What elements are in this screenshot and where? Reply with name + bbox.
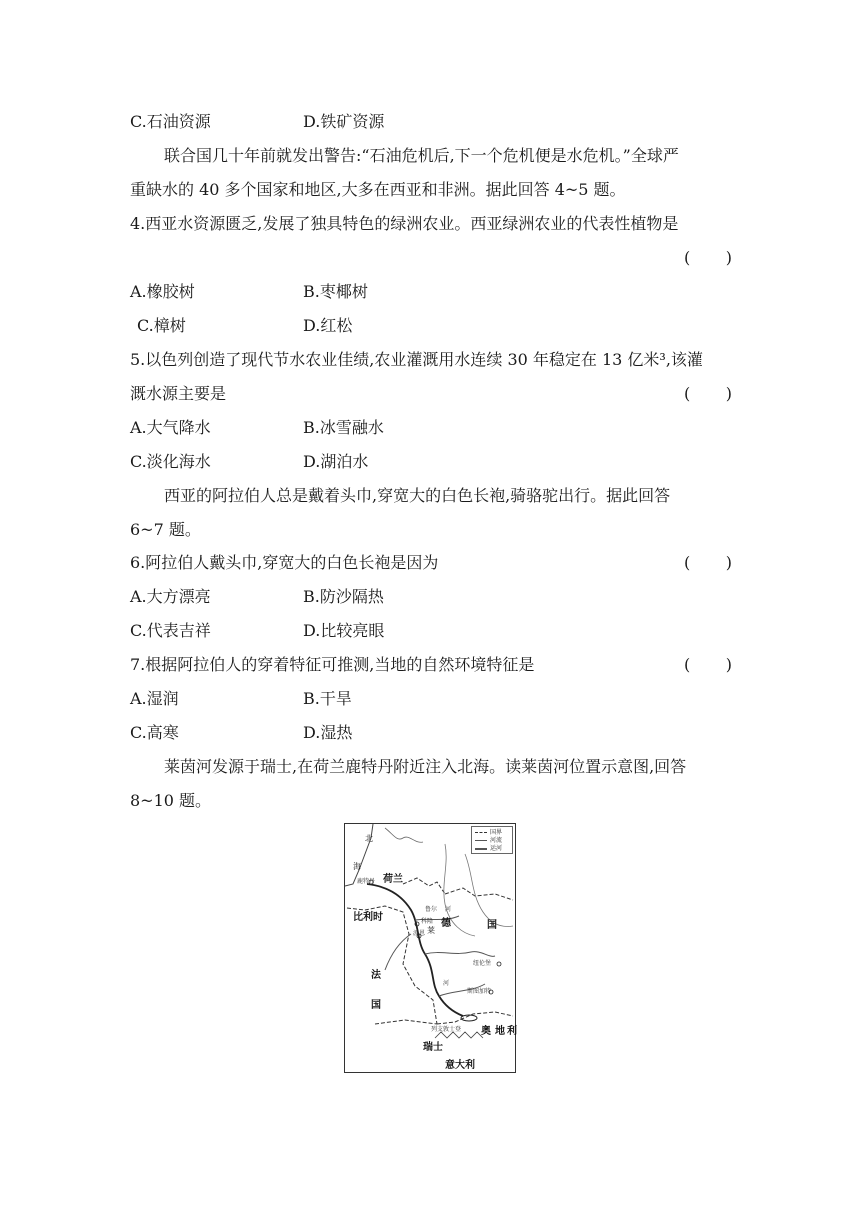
- passage-3-line-2: 8~10 题。: [130, 791, 212, 810]
- paren-right: ): [725, 553, 732, 572]
- map-label-netherlands: 荷兰: [383, 874, 403, 885]
- q6-option-b: B.防沙隔热: [303, 587, 384, 606]
- q5-option-b: B.冰雪融水: [303, 418, 384, 437]
- q7-option-a: A.湿润: [130, 689, 179, 708]
- passage-2-line-1: 西亚的阿拉伯人总是戴着头巾,穿宽大的白色长袍,骑骆驼出行。据此回答: [164, 486, 671, 505]
- legend-row-border: [475, 829, 511, 836]
- paren-left: (: [684, 384, 691, 403]
- q3-option-c: C.石油资源: [130, 112, 211, 131]
- map-label-fa: 法: [371, 970, 381, 981]
- map-label-belgium: 比利时: [353, 912, 383, 923]
- map-label-li: 利: [507, 1026, 517, 1037]
- map-label-italy: 意大利: [445, 1060, 475, 1071]
- map-label-ao: 奥: [481, 1026, 491, 1037]
- q7-option-b: B.干旱: [303, 689, 352, 708]
- legend-row-canal: [475, 845, 511, 852]
- q7-stem: 7.根据阿拉伯人的穿着特征可推测,当地的自然环境特征是: [130, 655, 535, 674]
- passage-1-line-2: 重缺水的 40 多个国家和地区,大多在西亚和非洲。据此回答 4~5 题。: [130, 180, 626, 199]
- map-label-nuremberg: 纽伦堡: [473, 960, 492, 967]
- q4-option-d: D.红松: [303, 316, 353, 335]
- q7-option-c: C.高寒: [130, 723, 179, 742]
- map-label-bonn: 波恩: [413, 930, 426, 937]
- paren-right: ): [725, 384, 732, 403]
- passage-3-line-1: 莱茵河发源于瑞士,在荷兰鹿特丹附近注入北海。读莱茵河位置示意图,回答: [164, 757, 687, 776]
- map-label-hai: 海: [353, 862, 361, 871]
- q6-stem: 6.阿拉伯人戴头巾,穿宽大的白色长袍是因为: [130, 553, 439, 572]
- passage-1-line-1: 联合国几十年前就发出警告:“石油危机后,下一个危机便是水危机。”全球严: [164, 146, 679, 165]
- paren-left: (: [684, 553, 691, 572]
- legend-label: 国界: [490, 829, 503, 836]
- legend-row-river: [475, 837, 511, 844]
- map-label-de: 德: [441, 918, 451, 929]
- map-label-switzerland: 瑞士: [423, 1042, 443, 1053]
- map-label-fa-guo: 国: [371, 1000, 381, 1011]
- q5-stem-line-2: 溉水源主要是: [130, 384, 227, 403]
- q5-stem-line-1: 5.以色列创造了现代节水农业佳绩,农业灌溉用水连续 30 年稳定在 13 亿米³,该灌: [130, 350, 703, 369]
- q6-option-a: A.大方漂亮: [130, 587, 211, 606]
- legend-label: 河流: [490, 837, 503, 844]
- paren-left: (: [684, 248, 691, 267]
- paren-left: (: [684, 655, 691, 674]
- map-label-ruhr: 鲁尔: [425, 906, 438, 913]
- q6-option-d: D.比较亮眼: [303, 621, 385, 640]
- map-label-cologne: 科隆: [421, 918, 434, 925]
- q5-option-a: A.大气降水: [130, 418, 211, 437]
- legend-label: 运河: [490, 845, 503, 852]
- map-legend: [471, 826, 513, 854]
- paren-right: ): [725, 655, 732, 674]
- map-label-liechtenstein: 列支敦士登: [431, 1026, 462, 1033]
- map-label-bei: 北: [365, 834, 373, 843]
- q4-option-c: C.樟树: [137, 316, 186, 335]
- q4-option-b: B.枣椰树: [303, 282, 368, 301]
- map-label-rotterdam: 鹿特丹: [357, 878, 376, 885]
- rhine-location-map: [344, 823, 516, 1073]
- map-label-ruhr-river: 河: [445, 906, 452, 913]
- q6-option-c: C.代表吉祥: [130, 621, 211, 640]
- paren-right: ): [725, 248, 732, 267]
- map-label-stuttgart: 斯图加特: [467, 988, 492, 995]
- q4-option-a: A.橡胶树: [130, 282, 195, 301]
- map-label-guo: 国: [487, 920, 497, 931]
- q3-option-d: D.铁矿资源: [303, 112, 385, 131]
- q4-stem: 4.西亚水资源匮乏,发展了独具特色的绿洲农业。西亚绿洲农业的代表性植物是: [130, 214, 679, 233]
- map-label-lai: 莱: [427, 926, 435, 935]
- q5-option-c: C.淡化海水: [130, 452, 211, 471]
- passage-2-line-2: 6~7 题。: [130, 520, 201, 539]
- q5-option-d: D.湖泊水: [303, 452, 369, 471]
- q7-option-d: D.湿热: [303, 723, 353, 742]
- map-label-di: 地: [495, 1026, 505, 1037]
- map-label-he: 河: [443, 980, 450, 987]
